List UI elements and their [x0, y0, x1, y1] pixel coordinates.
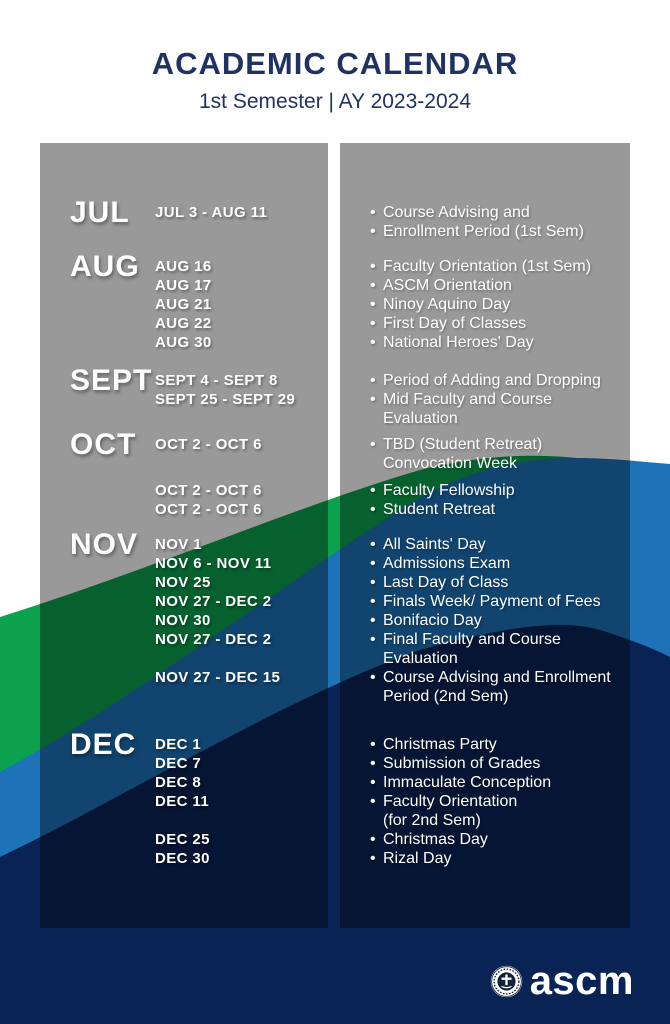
date-cell: AUG 30	[155, 334, 212, 351]
month-group	[40, 428, 630, 519]
event-text: Period of Adding and Dropping	[383, 372, 601, 389]
date-cell	[155, 454, 370, 473]
event-row	[370, 773, 630, 792]
event-text: Course Advising and	[383, 204, 530, 221]
event-text: Rizal Day	[383, 850, 452, 867]
event-row	[370, 735, 630, 754]
logo-text: ascm	[529, 959, 634, 1003]
row-spacer	[370, 473, 630, 481]
date-cell: DEC 8	[155, 774, 202, 791]
event-text: Immaculate Conception	[383, 774, 552, 791]
month-label: SEPT	[70, 364, 153, 397]
bullet-icon: •	[370, 593, 376, 610]
month-group	[40, 728, 630, 868]
date-cell: NOV 1	[155, 536, 203, 553]
bullet-icon: •	[370, 296, 376, 313]
bullet-icon: •	[370, 315, 376, 332]
event-row	[370, 435, 630, 454]
bullet-icon: •	[370, 631, 376, 648]
bullet-icon: •	[370, 793, 376, 810]
event-row	[370, 500, 630, 519]
date-cell: AUG 22	[155, 315, 212, 332]
bullet-icon: •	[370, 501, 376, 518]
bullet-icon: •	[370, 391, 376, 408]
date-cell: JUL 3 - AUG 11	[155, 204, 268, 221]
month-label: AUG	[70, 250, 140, 283]
event-text: Mid Faculty and Course	[383, 391, 552, 408]
date-cell	[155, 409, 370, 428]
month-group	[40, 528, 630, 706]
bullet-icon: •	[370, 482, 376, 499]
event-row	[370, 222, 630, 241]
event-text: Student Retreat	[383, 501, 496, 518]
date-cell: OCT 2 - OCT 6	[155, 482, 262, 499]
event-text: Faculty Fellowship	[383, 482, 515, 499]
month-group	[40, 250, 630, 352]
date-cell: AUG 21	[155, 296, 212, 313]
dates-column	[155, 371, 370, 428]
dates-column	[155, 435, 370, 519]
date-cell	[155, 649, 370, 668]
footer-logo	[490, 959, 634, 1003]
event-text: ASCM Orientation	[383, 277, 512, 294]
event-row	[370, 390, 630, 409]
event-row	[370, 573, 630, 592]
event-row	[370, 849, 630, 868]
date-cell: NOV 27 - DEC 2	[155, 631, 272, 648]
bullet-icon: •	[370, 536, 376, 553]
event-row	[370, 792, 630, 811]
event-row	[370, 649, 630, 668]
date-cell	[155, 811, 370, 830]
month-group	[40, 364, 630, 428]
event-text: Christmas Day	[383, 831, 488, 848]
bullet-icon: •	[370, 258, 376, 275]
date-cell: SEPT 4 - SEPT 8	[155, 372, 278, 389]
event-text: Submission of Grades	[383, 755, 541, 772]
events-column	[370, 435, 630, 519]
event-row	[370, 592, 630, 611]
bullet-icon: •	[370, 436, 376, 453]
event-row	[370, 409, 630, 428]
bullet-icon: •	[370, 774, 376, 791]
events-column	[370, 535, 630, 706]
bullet-icon: •	[370, 334, 376, 351]
event-text: Convocation Week	[383, 455, 517, 472]
event-text: First Day of Classes	[383, 315, 527, 332]
bullet-icon: •	[370, 831, 376, 848]
date-cell: OCT 2 - OCT 6	[155, 501, 262, 518]
bullet-icon: •	[370, 204, 376, 221]
bullet-icon: •	[370, 755, 376, 772]
bullet-icon: •	[370, 850, 376, 867]
events-column	[370, 257, 630, 352]
date-cell: NOV 25	[155, 574, 211, 591]
event-row	[370, 668, 630, 687]
bullet-icon: •	[370, 669, 376, 686]
month-label: NOV	[70, 528, 139, 561]
page-subtitle: 1st Semester | AY 2023-2024	[198, 90, 471, 113]
event-text: Admissions Exam	[383, 555, 511, 572]
date-cell: DEC 25	[155, 831, 210, 848]
month-label: DEC	[70, 728, 137, 761]
bullet-icon: •	[370, 223, 376, 240]
date-cell: OCT 2 - OCT 6	[155, 436, 262, 453]
date-cell: NOV 27 - DEC 2	[155, 593, 272, 610]
month-label: OCT	[70, 428, 137, 461]
date-cell: DEC 11	[155, 793, 210, 810]
event-row	[370, 454, 630, 473]
dates-column	[155, 535, 370, 706]
date-cell: SEPT 25 - SEPT 29	[155, 391, 296, 408]
event-row	[370, 830, 630, 849]
events-column	[370, 735, 630, 868]
header	[0, 46, 670, 114]
event-text: Faculty Orientation (1st Sem)	[383, 258, 592, 275]
event-text: All Saints' Day	[383, 536, 486, 553]
date-cell: DEC 1	[155, 736, 202, 753]
event-row	[370, 314, 630, 333]
bullet-icon: •	[370, 277, 376, 294]
date-cell: NOV 30	[155, 612, 211, 629]
event-text: Final Faculty and Course	[383, 631, 561, 648]
event-text: Last Day of Class	[383, 574, 509, 591]
dates-column	[155, 735, 370, 868]
date-cell: DEC 30	[155, 850, 210, 867]
event-row	[370, 276, 630, 295]
event-text: Finals Week/ Payment of Fees	[383, 593, 601, 610]
bullet-icon: •	[370, 736, 376, 753]
event-row	[370, 687, 630, 706]
event-row	[370, 611, 630, 630]
event-row	[370, 811, 630, 830]
bullet-icon: •	[370, 372, 376, 389]
date-cell: AUG 17	[155, 277, 212, 294]
event-text: Period (2nd Sem)	[383, 688, 509, 705]
event-row	[370, 535, 630, 554]
date-cell: NOV 27 - DEC 15	[155, 669, 281, 686]
event-text: Course Advising and Enrollment	[383, 669, 611, 686]
date-cell: AUG 16	[155, 258, 212, 275]
event-text: Enrollment Period (1st Sem)	[383, 223, 584, 240]
page-title: ACADEMIC CALENDAR	[151, 46, 519, 81]
event-text: Evaluation	[383, 650, 458, 667]
date-cell: NOV 6 - NOV 11	[155, 555, 272, 572]
date-cell	[155, 687, 370, 706]
event-row	[370, 630, 630, 649]
event-text: Evaluation	[383, 410, 458, 427]
event-row	[370, 481, 630, 500]
dates-column	[155, 257, 370, 352]
events-column	[370, 203, 630, 241]
event-row	[370, 257, 630, 276]
event-row	[370, 371, 630, 390]
event-text: (for 2nd Sem)	[383, 812, 481, 829]
event-row	[370, 754, 630, 773]
event-row	[370, 333, 630, 352]
ascm-seal-icon	[490, 965, 523, 998]
calendar-grid	[40, 196, 630, 868]
events-column	[370, 371, 630, 428]
date-cell: DEC 7	[155, 755, 202, 772]
bullet-icon: •	[370, 555, 376, 572]
row-spacer	[155, 473, 370, 481]
date-cell	[155, 222, 370, 241]
event-row	[370, 554, 630, 573]
event-text: Ninoy Aquino Day	[383, 296, 511, 313]
event-text: Faculty Orientation	[383, 793, 518, 810]
bullet-icon: •	[370, 574, 376, 591]
event-text: TBD (Student Retreat)	[383, 436, 543, 453]
bullet-icon: •	[370, 612, 376, 629]
dates-column	[155, 203, 370, 241]
month-label: JUL	[70, 196, 130, 229]
event-text: Bonifacio Day	[383, 612, 482, 629]
event-row	[370, 203, 630, 222]
event-text: Christmas Party	[383, 736, 497, 753]
event-row	[370, 295, 630, 314]
event-text: National Heroes' Day	[383, 334, 534, 351]
month-group	[40, 196, 630, 241]
